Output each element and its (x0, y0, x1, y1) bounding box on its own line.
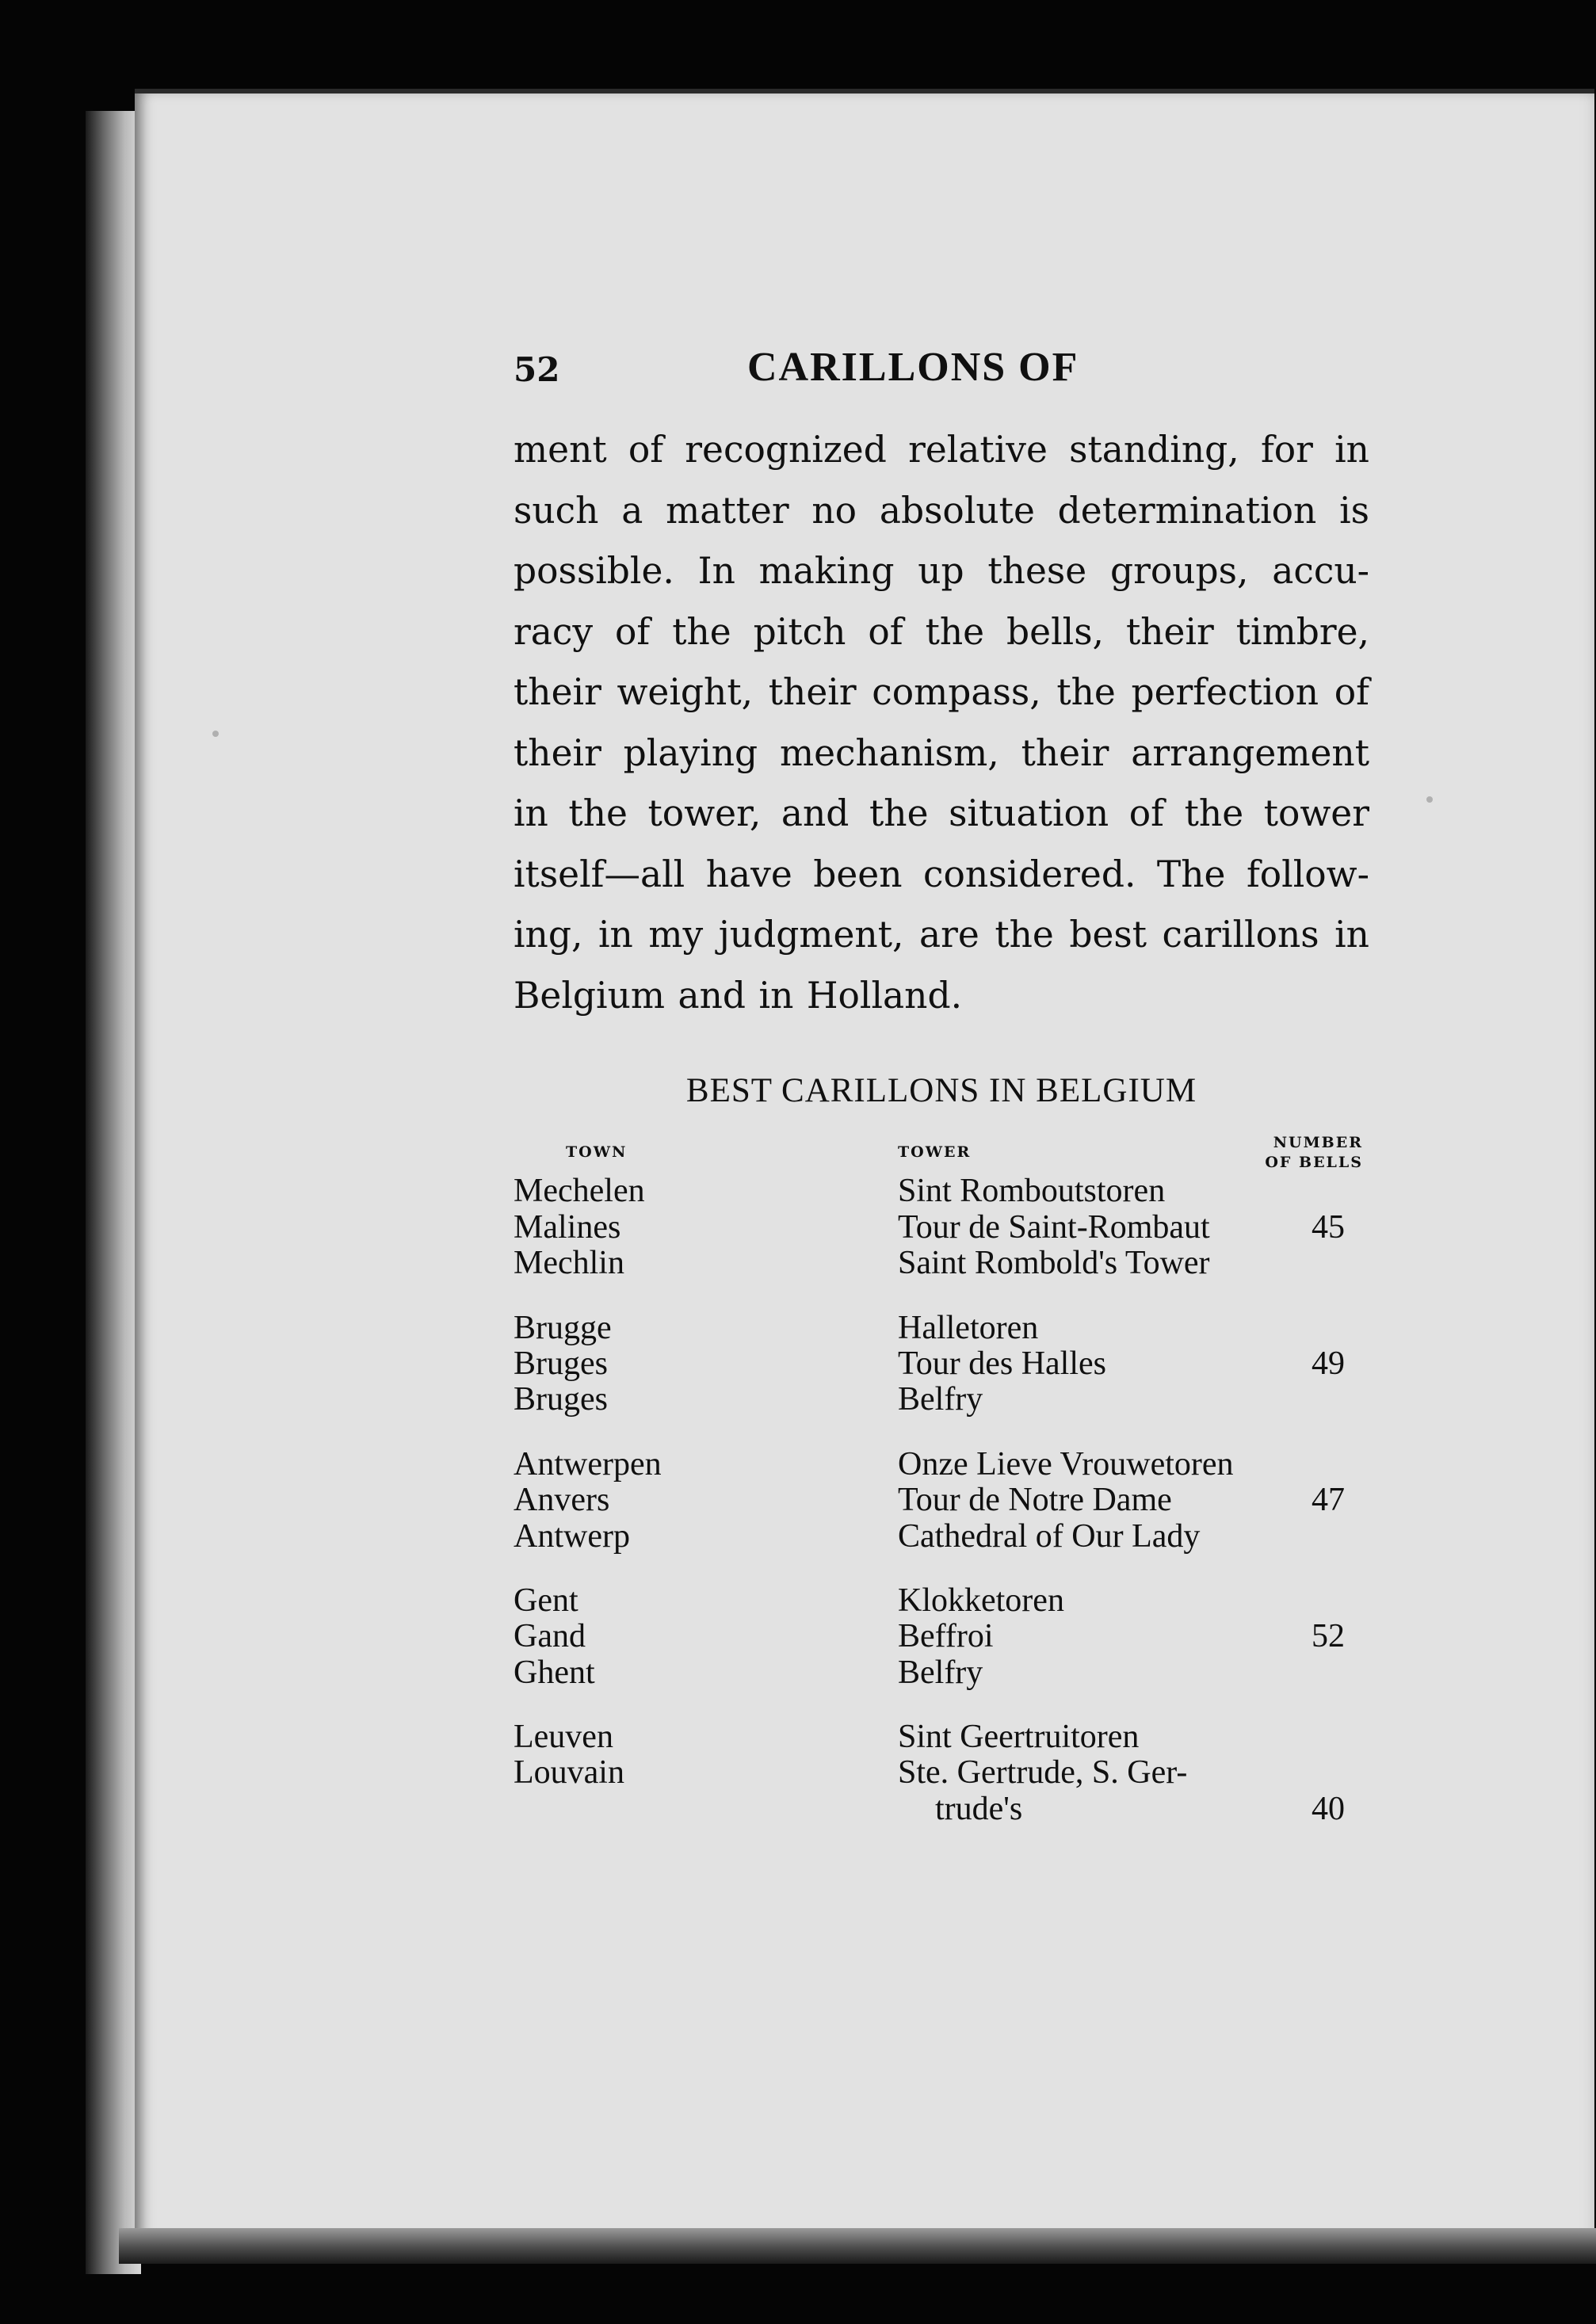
town-cell: Antwerp (514, 1518, 630, 1555)
body-line: such a matter no absolute determination is (514, 489, 1369, 532)
column-header-town: TOWN (566, 1143, 628, 1161)
column-header-bells (1260, 1133, 1363, 1173)
tower-cell: Saint Rombold's Tower (898, 1245, 1210, 1281)
page-left-edge (86, 111, 141, 2274)
town-cell: Antwerpen (514, 1446, 662, 1483)
column-header-bells-line1: NUMBER (1273, 1134, 1363, 1151)
page-header (514, 345, 1369, 398)
town-cell: Leuven (514, 1719, 613, 1755)
town-cell: Bruges (514, 1345, 608, 1382)
body-line: their playing mechanism, their arrangement (514, 731, 1369, 774)
tower-cell: Klokketoren (898, 1582, 1064, 1619)
tower-cell: trude's (935, 1791, 1023, 1827)
running-title: CARILLONS OF (747, 345, 1079, 390)
tower-cell: Tour des Halles (898, 1345, 1106, 1382)
tower-cell: Onze Lieve Vrouwetoren (898, 1446, 1234, 1483)
body-paragraph (514, 420, 1369, 1026)
bells-cell: 45 (1312, 1209, 1345, 1246)
town-cell: Louvain (514, 1754, 624, 1791)
tower-cell: Ste. Gertrude, S. Ger- (898, 1754, 1188, 1791)
column-header-tower: TOWER (898, 1143, 972, 1161)
town-cell: Bruges (514, 1381, 608, 1418)
tower-cell: Sint Romboutstoren (898, 1173, 1166, 1209)
tower-cell: Belfry (898, 1381, 983, 1418)
town-cell: Malines (514, 1209, 621, 1246)
town-cell: Gand (514, 1618, 586, 1654)
body-line: possible. In making up these groups, accu- (514, 550, 1369, 592)
tower-cell: Tour de Saint-Rombaut (898, 1209, 1210, 1246)
body-line: ing, in my judgment, are the best carillons in (514, 914, 1369, 956)
page-number: 52 (514, 350, 560, 389)
page-bottom-edge (119, 2228, 1596, 2264)
bells-cell: 52 (1312, 1618, 1345, 1654)
bells-cell: 40 (1312, 1791, 1345, 1827)
tower-cell: Beffroi (898, 1618, 994, 1654)
body-line: their weight, their compass, the perfection of (514, 671, 1369, 713)
paper-speck (212, 731, 219, 737)
body-line: itself—all have been considered. The follow- (514, 853, 1369, 895)
column-header-bells-line2: OF BELLS (1265, 1154, 1363, 1171)
town-cell: Gent (514, 1582, 578, 1619)
tower-cell: Sint Geertruitoren (898, 1719, 1140, 1755)
tower-cell: Belfry (898, 1654, 983, 1691)
town-cell: Ghent (514, 1654, 595, 1691)
book-page (135, 89, 1594, 2261)
body-line: ment of recognized relative standing, for in (514, 429, 1369, 471)
paper-speck (1426, 796, 1433, 803)
tower-cell: Tour de Notre Dame (898, 1482, 1172, 1518)
table-title: BEST CARILLONS IN BELGIUM (685, 1072, 1197, 1109)
body-line: racy of the pitch of the bells, their timbre, (514, 610, 1369, 653)
bells-cell: 49 (1312, 1345, 1345, 1382)
body-line: in the tower, and the situation of the tower (514, 792, 1369, 834)
town-cell: Brugge (514, 1310, 612, 1346)
bells-cell: 47 (1312, 1482, 1345, 1518)
town-cell: Anvers (514, 1482, 610, 1518)
tower-cell: Halletoren (898, 1310, 1039, 1346)
body-line: Belgium and in Holland. (514, 974, 963, 1017)
town-cell: Mechelen (514, 1173, 645, 1209)
town-cell: Mechlin (514, 1245, 624, 1281)
tower-cell: Cathedral of Our Lady (898, 1518, 1201, 1555)
